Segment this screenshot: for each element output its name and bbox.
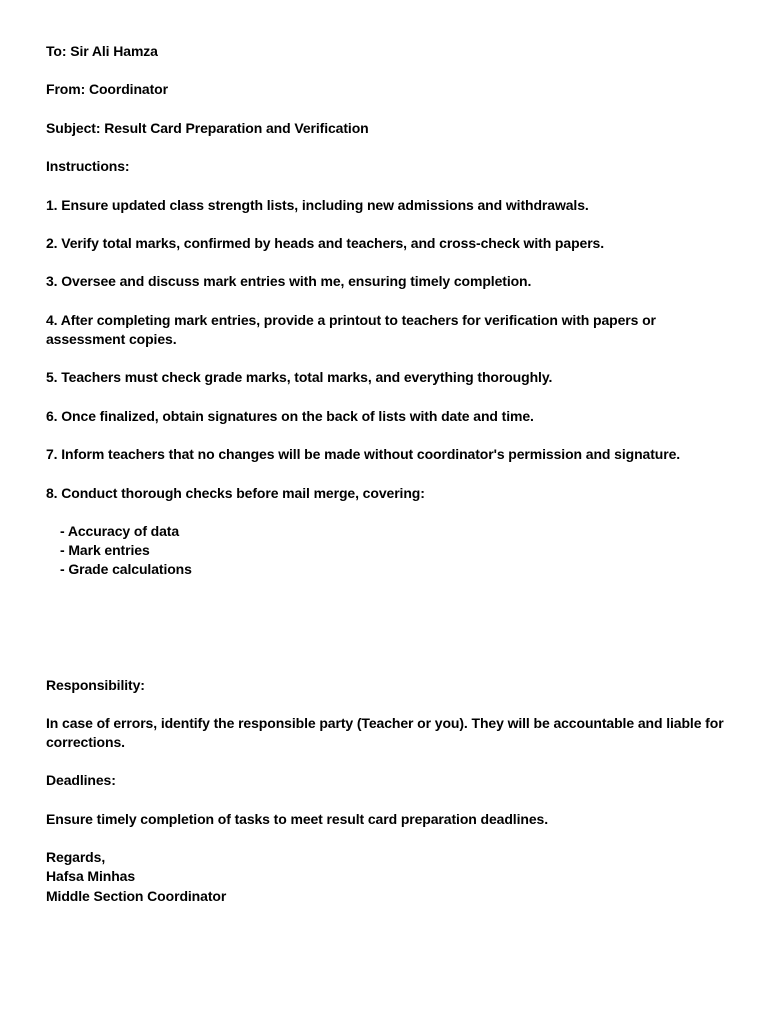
memo-subject: Subject: Result Card Preparation and Verification — [46, 119, 369, 136]
responsibility-text: In case of errors, identify the responsible party (Teacher or you). They will be accountable and liable for corrections. — [46, 714, 724, 751]
closing: Regards, — [46, 849, 106, 866]
instruction-item: 8. Conduct thorough checks before mail merge, covering: — [46, 484, 425, 501]
instruction-item: 1. Ensure updated class strength lists, including new admissions and withdrawals. — [46, 196, 589, 213]
instruction-item: 5. Teachers must check grade marks, total marks, and everything thoroughly. — [46, 369, 553, 386]
check-item: - Accuracy of data — [60, 522, 180, 539]
instruction-item: 6. Once finalized, obtain signatures on the back of lists with date and time. — [46, 407, 534, 424]
instruction-item: 7. Inform teachers that no changes will be made without coordinator's permission and signature. — [46, 446, 681, 463]
signer-title: Middle Section Coordinator — [46, 887, 227, 904]
instructions-heading: Instructions: — [46, 158, 130, 175]
deadlines-text: Ensure timely completion of tasks to meet result card preparation deadlines. — [46, 810, 548, 827]
memo-from: From: Coordinator — [46, 81, 168, 98]
memo-document — [46, 42, 726, 906]
instruction-item: 2. Verify total marks, confirmed by heads and teachers, and cross-check with papers. — [46, 234, 605, 251]
check-item: - Grade calculations — [60, 561, 192, 578]
memo-to: To: Sir Ali Hamza — [46, 43, 158, 59]
signer-name: Hafsa Minhas — [46, 868, 136, 885]
check-item: - Mark entries — [60, 542, 150, 559]
instruction-item: 3. Oversee and discuss mark entries with me, ensuring timely completion. — [46, 273, 532, 290]
instruction-item: 4. After completing mark entries, provide a printout to teachers for verification with papers or assessment copies. — [46, 311, 656, 347]
deadlines-heading: Deadlines: — [46, 772, 116, 789]
responsibility-heading: Responsibility: — [46, 676, 145, 693]
